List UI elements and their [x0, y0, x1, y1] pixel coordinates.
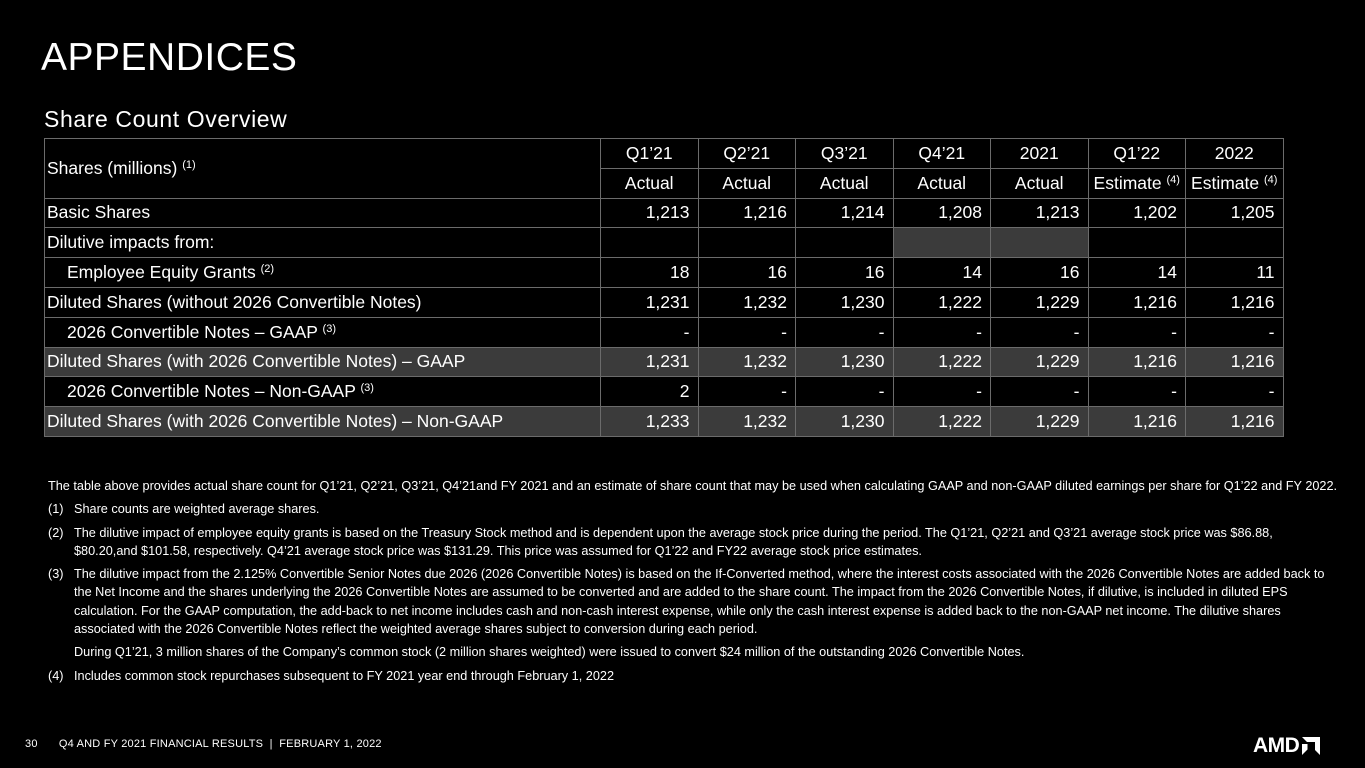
row-label: Diluted Shares (with 2026 Convertible Notes) – Non-GAAP	[45, 407, 601, 437]
cell: 1,232	[698, 347, 796, 377]
cell: 1,202	[1088, 198, 1186, 228]
type-label: Estimate	[1191, 172, 1260, 193]
footnote-marker: (2)	[48, 525, 64, 540]
section-subtitle: Share Count Overview	[44, 106, 288, 132]
cell: -	[991, 317, 1089, 347]
cell: 1,233	[601, 407, 699, 437]
cell: 16	[698, 258, 796, 288]
cell: 1,216	[1088, 347, 1186, 377]
footnote-marker: (3)	[48, 567, 64, 582]
cell: 1,229	[991, 347, 1089, 377]
cell: 1,222	[893, 407, 991, 437]
period-header: Q4’21	[893, 139, 991, 169]
cell: -	[796, 317, 894, 347]
type-note: (4)	[1166, 173, 1180, 186]
row-note: (3)	[322, 322, 336, 335]
cell: -	[1186, 317, 1284, 347]
cell: 16	[796, 258, 894, 288]
row-note: (3)	[360, 382, 374, 395]
logo-wordmark: AMD	[1253, 734, 1300, 757]
footnote-text: The dilutive impact of employee equity grants is based on the Treasury Stock method and is dependent upon the average stock price during the period. The Q1’21, Q2’21 and Q3’21 average stock price was $86.88, $80.20,and $101.58, respectively. Q4’21 average stock price was $131.29. This price was assumed for Q1’22 and FY22 average stock price estimates.	[74, 525, 1273, 558]
period-header: 2021	[991, 139, 1089, 169]
cell: 1,205	[1186, 198, 1284, 228]
table-header-row-periods	[45, 139, 1284, 169]
type-header	[893, 168, 991, 198]
table-row-diluted-with-notes-gaap	[45, 347, 1284, 377]
row-label: Diluted Shares (without 2026 Convertible Notes)	[45, 287, 601, 317]
row-label: Dilutive impacts from:	[45, 228, 601, 258]
cell	[893, 228, 991, 258]
footnote-1	[48, 500, 1338, 518]
cell: 1,231	[601, 347, 699, 377]
cell	[601, 228, 699, 258]
type-label: Estimate	[1093, 172, 1162, 193]
type-label: Actual	[722, 172, 772, 193]
cell: 1,222	[893, 287, 991, 317]
cell: 2	[601, 377, 699, 407]
row-label: 2026 Convertible Notes – GAAP	[67, 321, 318, 342]
cell: 1,230	[796, 287, 894, 317]
cell: 1,216	[698, 198, 796, 228]
footer-text: Q4 AND FY 2021 FINANCIAL RESULTS | FEBRUARY 1, 2022	[58, 738, 382, 750]
cell: 1,214	[796, 198, 894, 228]
cell: -	[1186, 377, 1284, 407]
footnote-marker: (1)	[48, 502, 64, 517]
footer	[25, 738, 382, 750]
cell: -	[698, 317, 796, 347]
table-row-dilutive-impacts	[45, 228, 1284, 258]
period-header: Q1’22	[1088, 139, 1186, 169]
table-row-notes-non-gaap	[45, 377, 1284, 407]
page-title: APPENDICES	[41, 36, 298, 79]
amd-arrow-icon	[1301, 736, 1321, 756]
cell: 1,216	[1088, 407, 1186, 437]
row-header-note: (1)	[182, 158, 196, 171]
notes-intro: The table above provides actual share count for Q1’21, Q2’21, Q3’21, Q4’21and FY 2021 and an estimate of share count that may be used when calculating GAAP and non-GAAP diluted earnings per share for Q1’22 and FY 2022.	[48, 479, 1338, 493]
cell	[991, 228, 1089, 258]
row-label: 2026 Convertible Notes – Non-GAAP	[67, 381, 356, 402]
row-header-cell	[45, 139, 601, 199]
type-header	[601, 168, 699, 198]
cell: 1,213	[991, 198, 1089, 228]
table-row-notes-gaap	[45, 317, 1284, 347]
cell: 14	[893, 258, 991, 288]
cell: -	[1088, 317, 1186, 347]
row-note: (2)	[260, 263, 275, 276]
type-header	[698, 168, 796, 198]
cell: -	[991, 377, 1089, 407]
row-label-cell	[45, 258, 601, 288]
footnote-text: Includes common stock repurchases subsequent to FY 2021 year end through February 1, 2022	[74, 668, 615, 683]
cell	[698, 228, 796, 258]
footnote-marker: (4)	[48, 668, 64, 683]
row-header-label: Shares (millions)	[47, 157, 178, 178]
cell	[796, 228, 894, 258]
cell: 1,229	[991, 287, 1089, 317]
share-count-table	[44, 138, 1284, 437]
footnote-4	[48, 667, 1338, 685]
type-header	[1186, 168, 1284, 198]
cell: 1,208	[893, 198, 991, 228]
period-header: Q3’21	[796, 139, 894, 169]
type-header	[1088, 168, 1186, 198]
row-label-cell	[45, 377, 601, 407]
cell: -	[893, 317, 991, 347]
table-row-employee-equity-grants	[45, 258, 1284, 288]
row-label: Basic Shares	[45, 198, 601, 228]
footnote-text: The dilutive impact from the 2.125% Convertible Senior Notes due 2026 (2026 Convertible Notes) is based on the If-Converted method, where the interest costs associated with the 2026 Convertible Notes are added back to the Net Income and the shares underlying the 2026 Convertible Notes are assumed to be converted and are added to the share count. The impact from the 2026 Convertible Notes, if dilutive, is included in diluted EPS calculation. For the GAAP computation, the add-back to net income includes cash and non-cash interest expense, while only the cash interest expense is added back to the non-GAAP net income. The dilutive shares associated with the 2026 Convertible Notes reflect the weighted average shares subject to conversion during each period.	[74, 567, 1325, 637]
footnote-2	[48, 524, 1338, 561]
row-label-cell	[45, 317, 601, 347]
cell: 16	[991, 258, 1089, 288]
footnote-3-continuation: During Q1’21, 3 million shares of the Company’s common stock (2 million shares weighted) were issued to convert $24 million of the outstanding 2026 Convertible Notes.	[74, 645, 1025, 660]
cell: -	[601, 317, 699, 347]
period-header: Q1’21	[601, 139, 699, 169]
footnotes	[48, 477, 1338, 690]
cell: 1,216	[1186, 287, 1284, 317]
cell: -	[698, 377, 796, 407]
cell: 1,229	[991, 407, 1089, 437]
period-header: Q2’21	[698, 139, 796, 169]
cell: -	[1088, 377, 1186, 407]
cell: -	[796, 377, 894, 407]
type-label: Actual	[819, 172, 869, 193]
cell: 1,216	[1186, 347, 1284, 377]
cell	[1186, 228, 1284, 258]
cell: 1,216	[1088, 287, 1186, 317]
period-header: 2022	[1186, 139, 1284, 169]
cell: 11	[1186, 258, 1284, 288]
cell: 1,222	[893, 347, 991, 377]
type-note: (4)	[1264, 173, 1278, 186]
cell: 1,230	[796, 347, 894, 377]
cell: 1,213	[601, 198, 699, 228]
cell: -	[893, 377, 991, 407]
cell: 1,232	[698, 407, 796, 437]
cell: 14	[1088, 258, 1186, 288]
cell: 1,230	[796, 407, 894, 437]
footnote-3	[48, 565, 1338, 638]
type-header	[796, 168, 894, 198]
footnote-text: Share counts are weighted average shares.	[74, 502, 320, 517]
cell: 18	[601, 258, 699, 288]
cell: 1,231	[601, 287, 699, 317]
amd-logo	[1253, 734, 1321, 758]
row-label: Diluted Shares (with 2026 Convertible Notes) – GAAP	[45, 347, 601, 377]
type-label: Actual	[624, 172, 674, 193]
cell	[1088, 228, 1186, 258]
type-label: Actual	[1014, 172, 1064, 193]
page-number: 30	[25, 738, 38, 750]
table-row-diluted-without-notes	[45, 287, 1284, 317]
cell: 1,232	[698, 287, 796, 317]
row-label: Employee Equity Grants	[67, 262, 256, 283]
table-row-basic-shares	[45, 198, 1284, 228]
cell: 1,216	[1186, 407, 1284, 437]
table-row-diluted-with-notes-non-gaap	[45, 407, 1284, 437]
type-header	[991, 168, 1089, 198]
type-label: Actual	[917, 172, 967, 193]
